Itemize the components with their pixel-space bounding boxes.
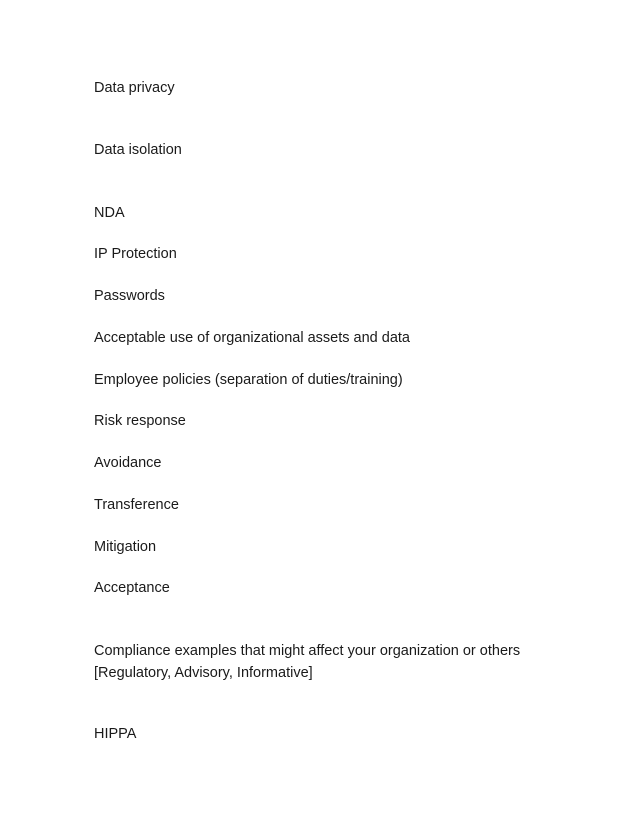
text-hippa: HIPPA [94, 726, 137, 742]
text-mitigation: Mitigation [94, 539, 157, 555]
compliance-line-2: [Regulatory, Advisory, Informative] [94, 665, 313, 681]
text-data-isolation: Data isolation [94, 142, 182, 158]
text-acceptable-use: Acceptable use of organizational assets and data [94, 330, 410, 346]
text-employee-policies: Employee policies (separation of duties/training) [94, 372, 403, 388]
text-passwords: Passwords [94, 288, 165, 304]
text-risk-response: Risk response [94, 413, 186, 429]
text-acceptance: Acceptance [94, 580, 170, 596]
text-transference: Transference [94, 497, 179, 513]
compliance-paragraph [94, 640, 554, 684]
compliance-line-1: Compliance examples that might affect your organization or others [94, 643, 521, 659]
text-avoidance: Avoidance [94, 455, 162, 471]
text-nda: NDA [94, 205, 125, 221]
text-data-privacy: Data privacy [94, 80, 175, 96]
text-ip-protection: IP Protection [94, 246, 177, 262]
